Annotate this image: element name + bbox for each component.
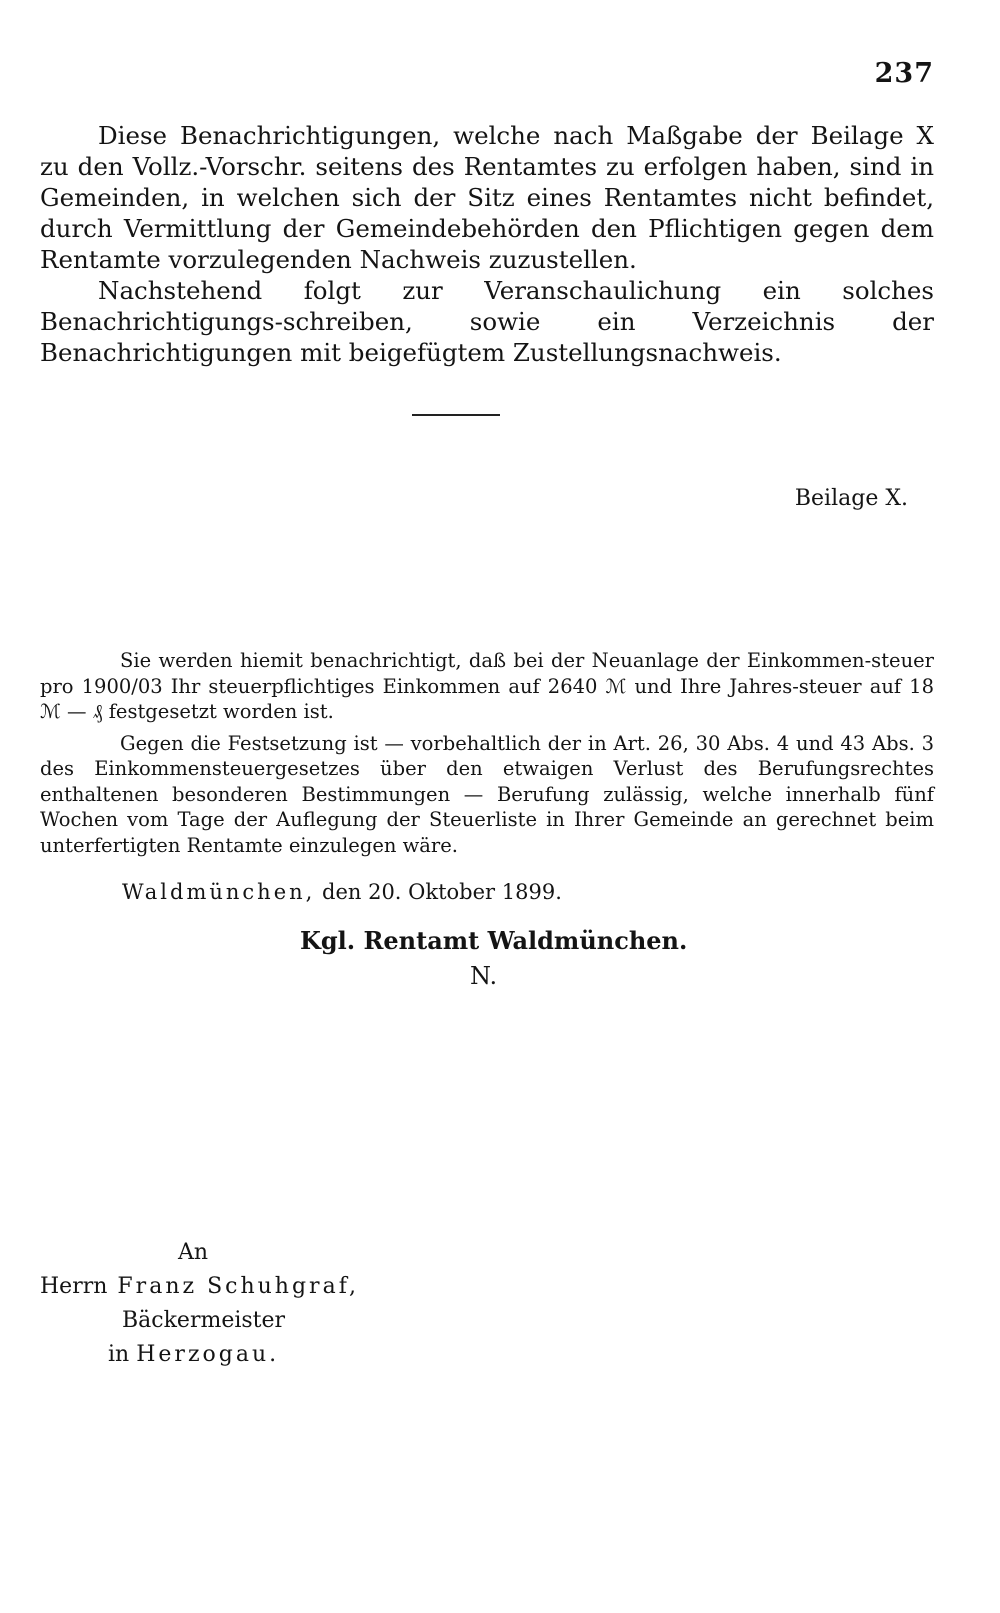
- address-place-line: [108, 1342, 279, 1367]
- address-name: Franz Schuhgraf,: [117, 1274, 360, 1299]
- date-line: [122, 880, 562, 904]
- notice-text: [40, 648, 934, 858]
- address-place: Herzogau.: [136, 1342, 280, 1367]
- notice-paragraph: Sie werden hiemit benachrichtigt, daß bei der Neuanlage der Einkommen-steuer pro 1900/03 Ihr steuerpflichtiges Einkommen auf 2640 ℳ und Ihre Jahres-steuer auf 18 ℳ — ₰ festgesetzt worden ist.: [40, 649, 934, 723]
- address-recipient: [40, 1274, 359, 1299]
- intro-text: [40, 120, 934, 368]
- office-name: Kgl. Rentamt Waldmünchen.: [300, 926, 688, 955]
- address-an: An: [178, 1240, 209, 1265]
- intro-paragraph: Diese Benachrichtigungen, welche nach Maßgabe der Beilage X zu den Vollz.-Vorschr. seitens des Rentamtes zu erfolgen haben, sind in Gemeinden, in welchen sich der Sitz eines Rentamtes nicht befindet, durch Vermittlung der Gemeindebehörden den Pflichtigen gegen dem Rentamte vorzulegenden Nachweis zuzustellen.: [40, 121, 934, 274]
- page-number: 237: [874, 58, 934, 89]
- address-salutation: Herrn: [40, 1274, 108, 1299]
- date-place: Waldmünchen,: [122, 880, 316, 904]
- address-profession: Bäckermeister: [122, 1308, 286, 1333]
- notice-paragraph: Gegen die Festsetzung ist — vorbehaltlich der in Art. 26, 30 Abs. 4 und 43 Abs. 3 des Einkommensteuergesetzes über den etwaigen Verlust des Berufungsrechtes enthaltenen besonderen Bestimmungen — Berufung zulässig, welche innerhalb fünf Wochen vom Tage der Auflegung der Steuerliste in Ihrer Gemeinde an gerechnet beim unterfertigten Rentamte einzulegen wäre.: [40, 731, 934, 857]
- intro-paragraph: Nachstehend folgt zur Veranschaulichung ein solches Benachrichtigungs-schreiben, sowie ein Verzeichnis der Benachrichtigungen mit beigefügtem Zustellungsnachweis.: [40, 276, 934, 367]
- address-place-prefix: in: [108, 1342, 130, 1367]
- appendix-label: Beilage X.: [794, 486, 908, 511]
- signer: N.: [470, 962, 498, 990]
- section-divider: [412, 414, 500, 416]
- date-value: den 20. Oktober 1899.: [322, 880, 562, 904]
